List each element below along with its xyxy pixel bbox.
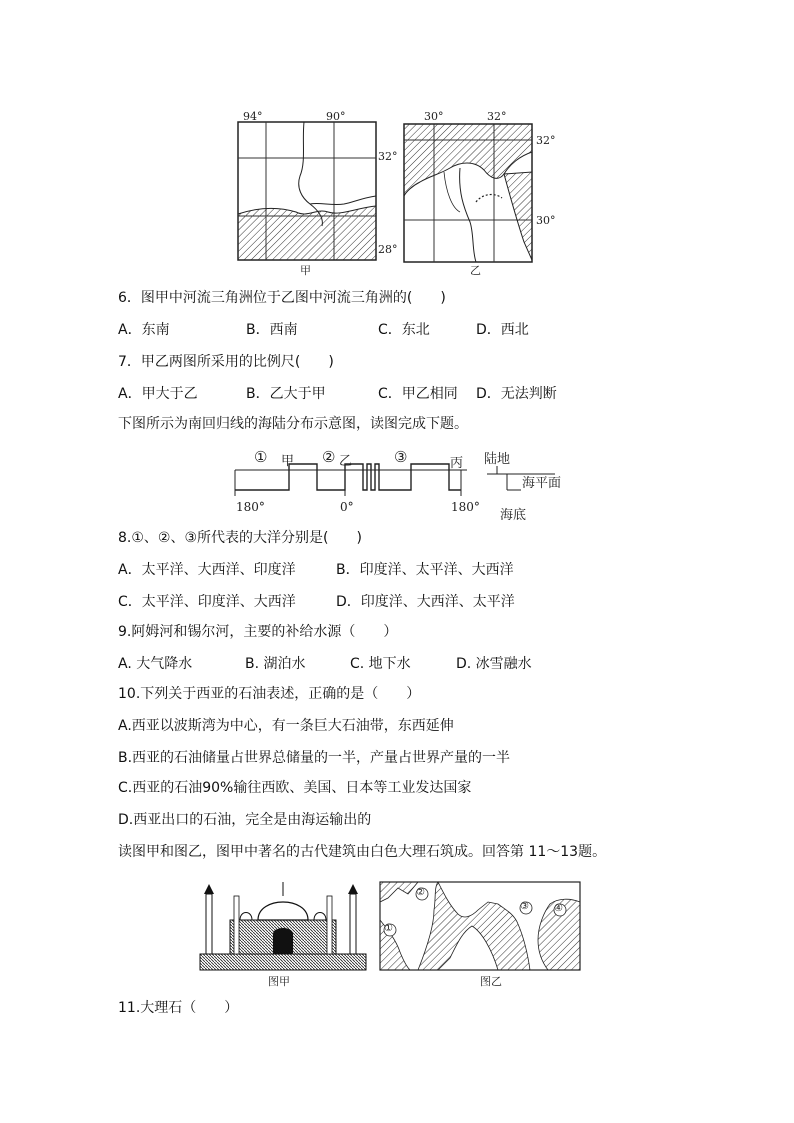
map-jia-lon-left: 94° (243, 110, 263, 123)
q9-option-c: C. 地下水 (350, 656, 411, 672)
map-marker-2: ② (416, 887, 425, 898)
intro-tropic-figure: 下图所示为南回归线的海陆分布示意图，读图完成下题。 (118, 416, 468, 432)
map-yi (400, 112, 540, 272)
profile-land-jia: 甲 (281, 454, 295, 469)
profile-lon-left: 180° (236, 500, 265, 514)
q8-option-b: B．印度洋、太平洋、大西洋 (336, 562, 514, 578)
map-jia (236, 112, 386, 272)
figure-jia-caption: 图甲 (268, 975, 290, 988)
south-asia-map (378, 880, 584, 972)
intro-marble-figure: 读图甲和图乙，图甲中著名的古代建筑由白色大理石筑成。回答第 11～13题。 (118, 844, 607, 860)
profile-circle-3: ③ (394, 448, 408, 466)
q11-stem: 11.大理石（ ） (118, 1000, 239, 1016)
map-jia-caption: 甲 (300, 264, 311, 277)
map-yi-caption: 乙 (470, 264, 481, 277)
q6-option-a: A．东南 (118, 322, 170, 338)
q9-stem: 9.阿姆河和锡尔河，主要的补给水源（ ） (118, 624, 398, 640)
q10-option-b: B.西亚的石油储量占世界总储量的一半，产量占世界产量的一半 (118, 750, 511, 766)
q6-option-c: C．东北 (378, 322, 430, 338)
q7-option-a: A．甲大于乙 (118, 386, 198, 402)
map-jia-lat-top: 32° (378, 150, 398, 163)
q7-option-c: C．甲乙相同 (378, 386, 458, 402)
profile-land-bing: 丙 (450, 456, 464, 471)
legend-sea-level: 海平面 (522, 476, 562, 491)
q6-option-d: D．西北 (476, 322, 529, 338)
map-yi-lon-left: 30° (424, 110, 444, 123)
profile-land-yi: 乙 (339, 454, 353, 469)
q6-option-b: B．西南 (246, 322, 298, 338)
map-yi-lat-top: 32° (536, 134, 556, 147)
q7-option-b: B．乙大于甲 (246, 386, 326, 402)
taj-mahal-illustration (196, 872, 370, 972)
q10-option-d: D.西亚出口的石油，完全是由海运输出的 (118, 812, 372, 828)
legend-sea-floor: 海底 (500, 508, 527, 523)
q9-option-d: D. 冰雪融水 (456, 656, 532, 672)
map-yi-lat-bottom: 30° (536, 214, 556, 227)
legend-land: 陆地 (484, 452, 511, 467)
figure-yi-caption: 图乙 (480, 975, 502, 988)
q7-stem: 7．甲乙两图所采用的比例尺( ) (118, 354, 334, 370)
q10-stem: 10.下列关于西亚的石油表述，正确的是（ ） (118, 686, 421, 702)
q9-option-b: B. 湖泊水 (245, 656, 306, 672)
q9-option-a: A. 大气降水 (118, 656, 193, 672)
map-yi-lon-right: 32° (487, 110, 507, 123)
profile-lon-right: 180° (451, 500, 480, 514)
profile-circle-2: ② (322, 448, 336, 466)
map-marker-1: ① (384, 923, 393, 934)
profile-lon-mid: 0° (340, 500, 354, 514)
map-marker-3: ③ (520, 901, 529, 912)
map-jia-lon-right: 90° (326, 110, 346, 123)
profile-circle-1: ① (254, 448, 268, 466)
q8-stem: 8.①、②、③所代表的大洋分别是( ) (118, 530, 362, 546)
q6-stem: 6．图甲中河流三角洲位于乙图中河流三角洲的( ) (118, 290, 446, 306)
q8-option-c: C．太平洋、印度洋、大西洋 (118, 594, 296, 610)
q7-option-d: D．无法判断 (476, 386, 557, 402)
map-marker-4: ④ (554, 903, 563, 914)
q8-option-d: D．印度洋、大西洋、太平洋 (336, 594, 515, 610)
q10-option-c: C.西亚的石油90%输往西欧、美国、日本等工业发达国家 (118, 780, 472, 796)
map-jia-lat-bottom: 28° (378, 243, 398, 256)
q8-option-a: A．太平洋、大西洋、印度洋 (118, 562, 296, 578)
q10-option-a: A.西亚以波斯湾为中心，有一条巨大石油带，东西延伸 (118, 718, 454, 734)
